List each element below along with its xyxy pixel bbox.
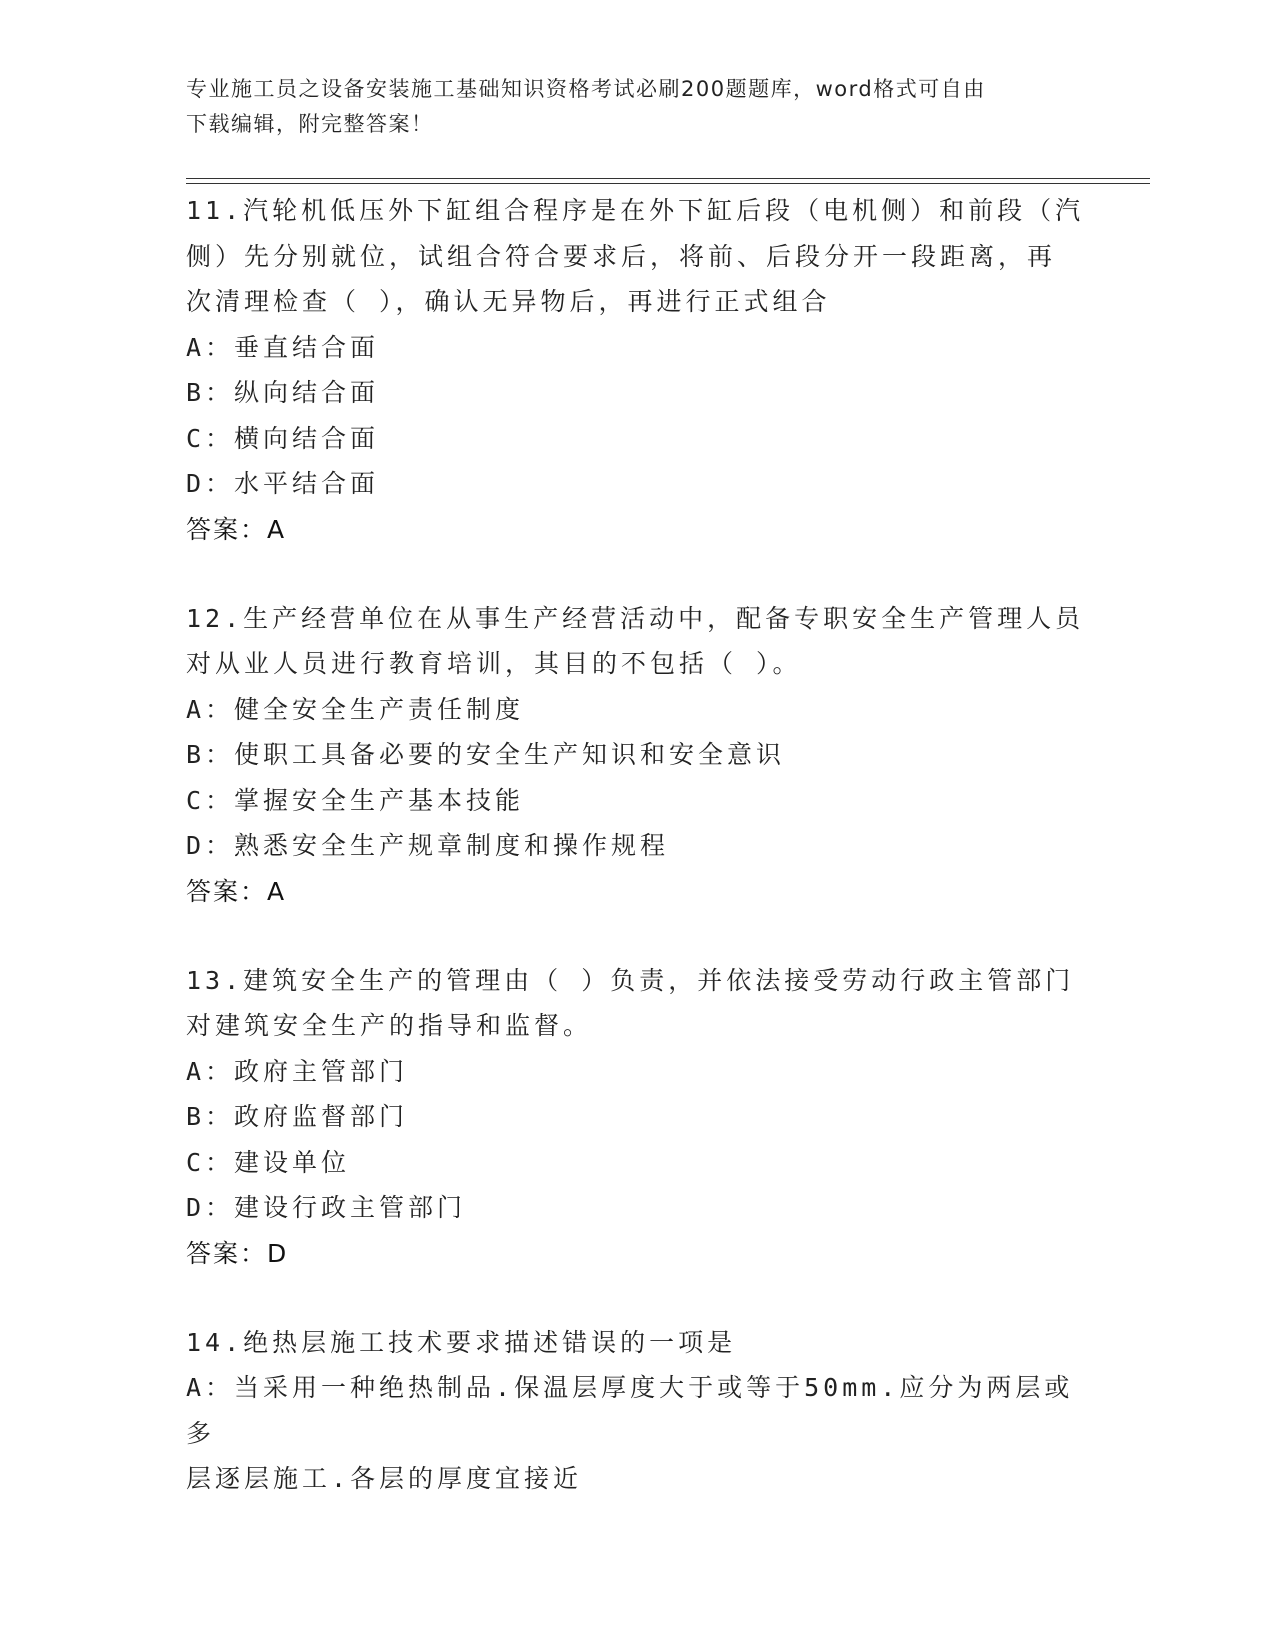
option-c: C：建设单位 xyxy=(186,1147,351,1177)
question-text-line: 14.绝热层施工技术要求描述错误的一项是 xyxy=(186,1327,737,1357)
option-a: A：垂直结合面 xyxy=(186,332,380,362)
question-text-line: 对建筑安全生产的指导和监督。 xyxy=(186,1011,593,1040)
document-header xyxy=(186,72,1086,142)
option-d: D：建设行政主管部门 xyxy=(186,1193,467,1222)
option-a-continued: 层逐层施工.各层的厚度宜接近 xyxy=(186,1464,583,1493)
question-12 xyxy=(186,596,1086,915)
option-d: D：熟悉安全生产规章制度和操作规程 xyxy=(186,831,670,860)
header-line-2: 下载编辑，附完整答案！ xyxy=(186,112,434,136)
option-a: A：健全安全生产责任制度 xyxy=(186,694,525,724)
answer: 答案：A xyxy=(186,514,287,544)
question-13 xyxy=(186,958,1086,1277)
option-d: D：水平结合面 xyxy=(186,469,380,498)
question-text-line: 侧）先分别就位，试组合符合要求后，将前、后段分开一段距离，再 xyxy=(186,241,1057,271)
answer: 答案：D xyxy=(186,1238,289,1268)
question-text-line: 12.生产经营单位在从事生产经营活动中，配备专职安全生产管理人员 xyxy=(186,603,1085,633)
question-text-line: 11.汽轮机低压外下缸组合程序是在外下缸后段（电机侧）和前段（汽 xyxy=(186,196,1085,225)
header-divider-bottom xyxy=(186,183,1150,184)
answer: 答案：A xyxy=(186,876,287,906)
question-11 xyxy=(186,188,1086,553)
header-line-1: 专业施工员之设备安装施工基础知识资格考试必刷200题题库，word格式可自由 xyxy=(186,77,986,101)
option-a: A：当采用一种绝热制品.保温层厚度大于或等于50mm.应分为两层或多 xyxy=(186,1373,1074,1448)
option-a: A：政府主管部门 xyxy=(186,1056,409,1086)
option-c: C：掌握安全生产基本技能 xyxy=(186,785,525,815)
option-b: B：政府监督部门 xyxy=(186,1102,409,1131)
question-text-line: 次清理检查（ ），确认无异物后，再进行正式组合 xyxy=(186,287,831,316)
question-text-line: 对从业人员进行教育培训，其目的不包括（ ）。 xyxy=(186,649,802,678)
header-divider-top xyxy=(186,178,1150,179)
option-b: B：使职工具备必要的安全生产知识和安全意识 xyxy=(186,740,786,769)
question-text-line: 13.建筑安全生产的管理由（ ）负责，并依法接受劳动行政主管部门 xyxy=(186,965,1075,995)
question-list xyxy=(186,188,1086,1545)
option-b: B：纵向结合面 xyxy=(186,378,380,407)
question-14 xyxy=(186,1320,1086,1502)
option-c: C：横向结合面 xyxy=(186,423,380,453)
